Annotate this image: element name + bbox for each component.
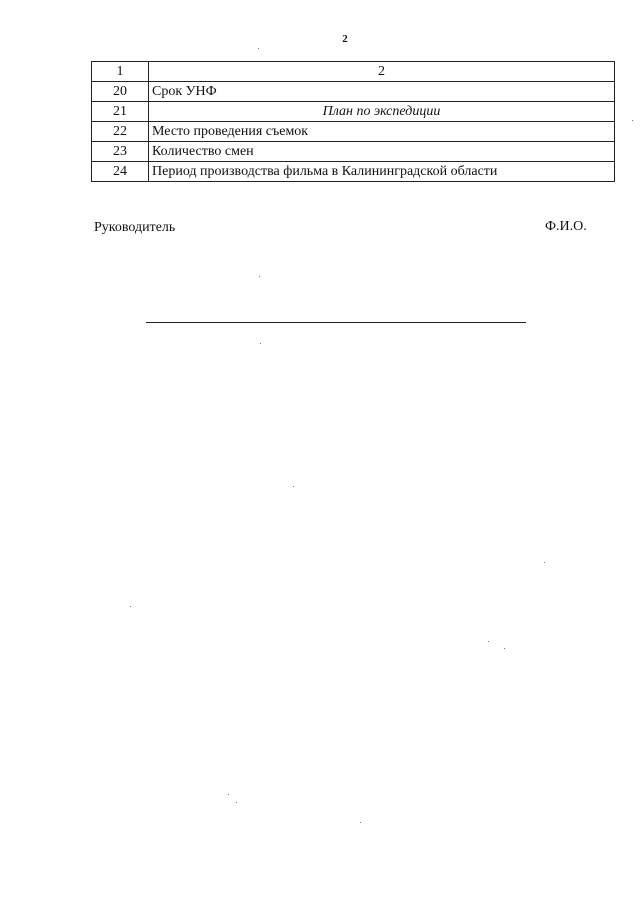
row-text: Количество смен bbox=[149, 142, 615, 162]
table-row bbox=[92, 102, 615, 122]
signature-name-placeholder: Ф.И.О. bbox=[545, 219, 587, 234]
row-number: 22 bbox=[92, 122, 149, 142]
signature-title: Руководитель bbox=[94, 220, 176, 235]
row-number: 23 bbox=[92, 142, 149, 162]
table-row bbox=[92, 142, 615, 162]
form-table bbox=[91, 61, 615, 182]
header-col-1: 1 bbox=[92, 62, 149, 82]
table-header-row bbox=[92, 62, 615, 82]
row-text: Место проведения съемок bbox=[149, 122, 615, 142]
page-number: 2 bbox=[342, 33, 348, 45]
scan-speck bbox=[360, 822, 361, 823]
scan-speck bbox=[259, 276, 260, 277]
table-row bbox=[92, 122, 615, 142]
table-row bbox=[92, 162, 615, 182]
row-text: Срок УНФ bbox=[149, 82, 615, 102]
scan-speck bbox=[258, 48, 259, 49]
scan-speck bbox=[504, 648, 505, 649]
row-number: 20 bbox=[92, 82, 149, 102]
scan-speck bbox=[632, 120, 633, 121]
signature-rule-line bbox=[146, 322, 526, 323]
table-row bbox=[92, 82, 615, 102]
row-number: 24 bbox=[92, 162, 149, 182]
scan-speck bbox=[544, 562, 545, 563]
scan-speck bbox=[260, 343, 261, 344]
scan-speck bbox=[130, 606, 131, 607]
scan-speck bbox=[236, 802, 237, 803]
row-number: 21 bbox=[92, 102, 149, 122]
row-text: Период производства фильма в Калининградской области bbox=[149, 162, 615, 182]
scan-speck bbox=[293, 486, 294, 487]
scan-speck bbox=[488, 641, 489, 642]
row-section-title: План по экспедиции bbox=[149, 102, 615, 122]
header-col-2: 2 bbox=[149, 62, 615, 82]
scan-speck bbox=[228, 794, 229, 795]
